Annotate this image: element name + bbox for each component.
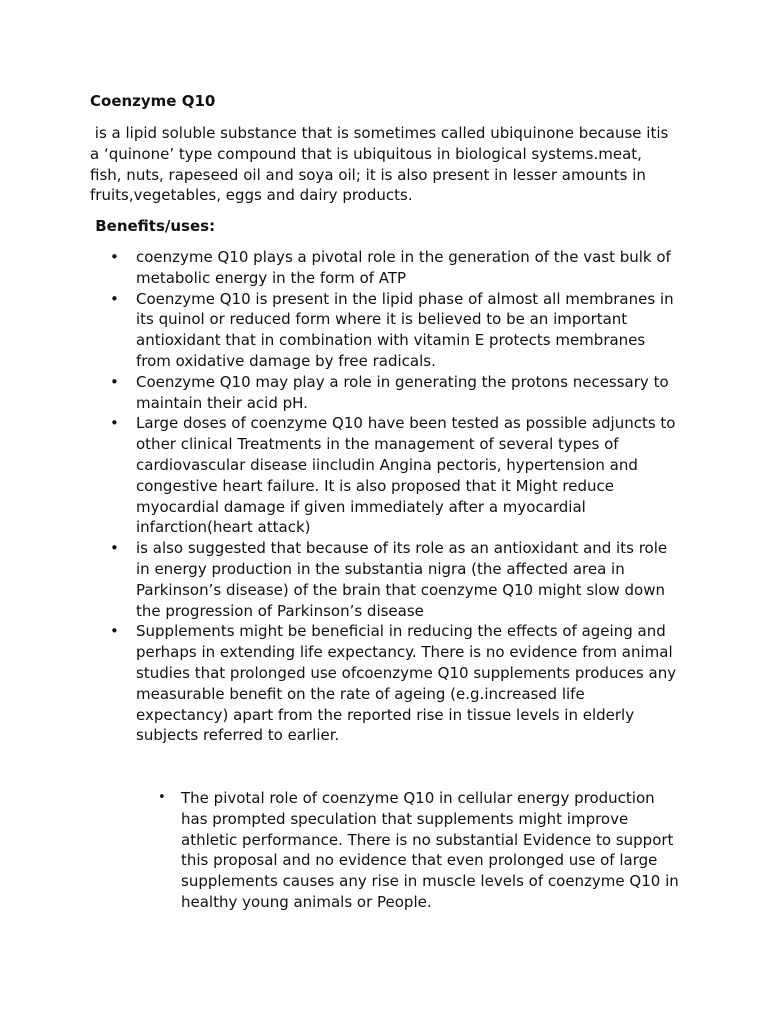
bullet-icon: • [110, 248, 119, 266]
list-item-text: Large doses of coenzyme Q10 have been tested as possible adjuncts to other clinical Treatments in the management of several types of cardiovascular disease iincludin Angina pectoris, hypertension and congestive heart failure. It is also proposed that it Might reduce myocardial damage if given immediately after a myocardial infarction(heart attack) [136, 414, 676, 537]
list-item-text: Supplements might be beneficial in reducing the effects of ageing and perhaps in extending life expectancy. There is no evidence from animal studies that prolonged use ofcoenzyme Q10 supplements produces any measurable benefit on the rate of ageing (e.g.increased life expectancy) apart from the reported rise in tissue levels in elderly subjects referred to earlier. [136, 622, 677, 745]
list-item-text: The pivotal role of coenzyme Q10 in cellular energy production has prompted speculation that supplements might improve athletic performance. There is no substantial Evidence to support this proposal and no evidence that even prolonged use of large supplements causes any rise in muscle levels of coenzyme Q10 in healthy young animals or People. [181, 789, 679, 911]
list-item-text: Coenzyme Q10 is present in the lipid phase of almost all membranes in its quinol or reduced form where it is believed to be an important antioxidant that in combination with vitamin E protects membranes from oxidative damage by free radicals. [136, 289, 674, 370]
bullet-icon: • [110, 622, 119, 641]
list-item-text: Coenzyme Q10 may play a role in generating the protons necessary to maintain their acid pH. [136, 372, 669, 412]
bullet-icon: • [158, 790, 166, 805]
list-item [0, 247, 681, 289]
list-item-text: coenzyme Q10 plays a pivotal role in the generation of the vast bulk of metabolic energy in the form of ATP [136, 248, 671, 287]
list-item [0, 788, 681, 913]
list-item [0, 413, 681, 538]
list-item [0, 621, 681, 746]
intro-paragraph: is a lipid soluble substance that is sometimes called ubiquinone because itis a ‘quinone’ type compound that is ubiquitous in biological systems.meat, fish, nuts, rapeseed oil and soya oil; it is also present in lesser amounts in fruits,vegetables, eggs and dairy products. [90, 124, 674, 205]
list-item [0, 289, 681, 372]
bullet-icon: • [110, 372, 119, 391]
list-item [0, 538, 681, 621]
benefits-heading: Benefits/uses: [90, 217, 216, 235]
list-item-text: is also suggested that because of its role as an antioxidant and its role in energy production in the substantia nigra (the affected area in Parkinson’s disease) of the brain that coenzyme Q10 might slow down the progression of Parkinson’s disease [136, 539, 668, 620]
nested-benefits-list [0, 788, 768, 913]
bullet-icon: • [110, 539, 119, 558]
bullet-icon: • [110, 414, 119, 433]
list-item [0, 372, 681, 414]
benefits-list [0, 247, 768, 746]
bullet-icon: • [110, 289, 119, 308]
document-title: Coenzyme Q10 [90, 92, 216, 110]
